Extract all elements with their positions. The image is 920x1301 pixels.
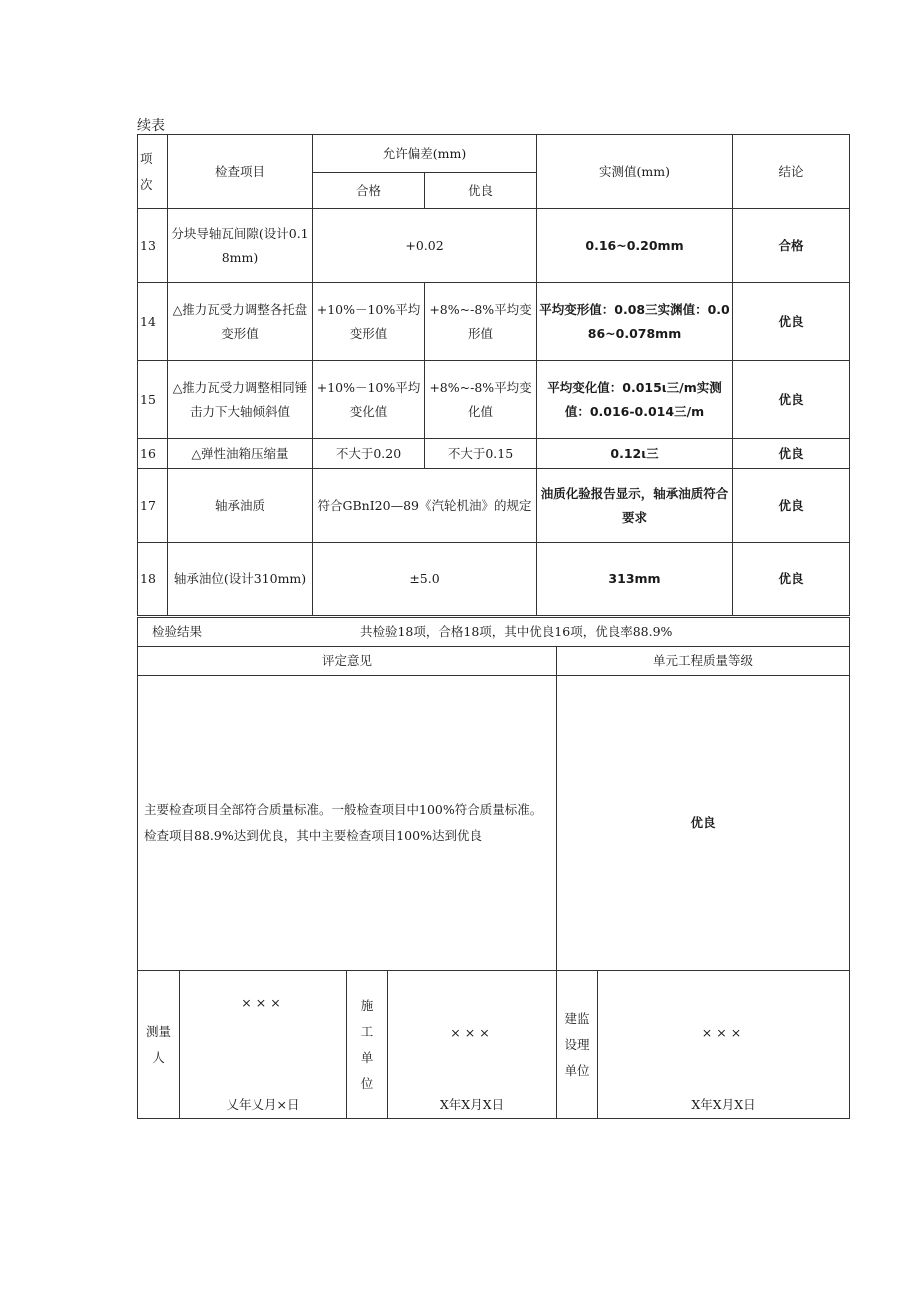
opinion-text: 主要检查项目全部符合质量标准。一般检查项目中100%符合质量标准。检查项目88.9%达到优良，其中主要检查项目100%达到优良 — [138, 676, 557, 971]
row-tolerance: +0.02 — [313, 209, 537, 283]
header-qualified: 合格 — [313, 173, 425, 209]
opinion-header: 评定意见 — [138, 647, 557, 676]
contractor-cell — [388, 971, 557, 1119]
row-conclusion: 优良 — [733, 361, 850, 439]
row-qualified: 不大于0.20 — [313, 439, 425, 469]
row-conclusion: 优良 — [733, 283, 850, 361]
quality-grade: 优良 — [557, 676, 850, 971]
table-caption: 续表 — [137, 118, 165, 134]
row-item: 轴承油位(设计310mm) — [168, 543, 313, 616]
row-conclusion: 优良 — [733, 439, 850, 469]
grade-header: 单元工程质量等级 — [557, 647, 850, 676]
row-measured: 0.16~0.20mm — [537, 209, 733, 283]
supervisor-date: X年X月X日 — [691, 1097, 756, 1112]
row-index: 17 — [138, 469, 168, 543]
row-qualified: +10%－10%平均变化值 — [313, 361, 425, 439]
supervisor-label: 建监 设理 单位 — [557, 971, 598, 1119]
row-item: △弹性油箱压缩量 — [168, 439, 313, 469]
row-index: 16 — [138, 439, 168, 469]
row-measured: 平均变形值：0.08三实渊值：0.086~0.078mm — [537, 283, 733, 361]
row-conclusion: 合格 — [733, 209, 850, 283]
header-measured: 实测值(mm) — [537, 135, 733, 209]
signature-table — [137, 970, 850, 1119]
result-label: 检验结果 — [152, 624, 203, 639]
row-index: 15 — [138, 361, 168, 439]
contractor-date: X年X月X日 — [439, 1097, 505, 1112]
row-tolerance: 符合GBnI20—89《汽轮机油》的规定 — [313, 469, 537, 543]
header-index: 项 次 — [138, 135, 168, 209]
table-row — [138, 361, 850, 439]
inspection-table — [137, 134, 850, 616]
row-item: △推力瓦受力调整相同锤击力下大轴倾斜值 — [168, 361, 313, 439]
row-item: 轴承油质 — [168, 469, 313, 543]
row-conclusion: 优良 — [733, 469, 850, 543]
row-index: 13 — [138, 209, 168, 283]
table-row — [138, 283, 850, 361]
row-measured: 油质化验报告显示，轴承油质符合要求 — [537, 469, 733, 543]
supervisor-name: ××× — [701, 1025, 746, 1040]
row-qualified: +10%－10%平均变形值 — [313, 283, 425, 361]
row-conclusion: 优良 — [733, 543, 850, 616]
header-excellent: 优良 — [425, 173, 537, 209]
table-row — [138, 543, 850, 616]
contractor-label: 施 工 单 位 — [347, 971, 388, 1119]
row-measured: 313mm — [537, 543, 733, 616]
contractor-name: ××× — [450, 1025, 494, 1040]
row-index: 14 — [138, 283, 168, 361]
table-row — [138, 469, 850, 543]
table-row — [138, 209, 850, 283]
surveyor-cell — [180, 971, 347, 1119]
header-tolerance: 允许偏差(mm) — [313, 135, 537, 173]
row-measured: 平均变化值：0.015ι三/m实测值：0.016-0.014三/m — [537, 361, 733, 439]
result-text: 共检验18项，合格18项，其中优良16项，优良率88.9% — [359, 624, 673, 639]
row-excellent: +8%~-8%平均变形值 — [425, 283, 537, 361]
surveyor-label: 测量 人 — [138, 971, 180, 1119]
row-index: 18 — [138, 543, 168, 616]
surveyor-date: 乂年乂月×日 — [226, 1097, 300, 1112]
header-item: 检查项目 — [168, 135, 313, 209]
result-row — [138, 618, 850, 647]
row-item: △推力瓦受力调整各托盘变形值 — [168, 283, 313, 361]
result-assessment-table — [137, 617, 850, 971]
row-excellent: +8%~-8%平均变化值 — [425, 361, 537, 439]
surveyor-name: ××× — [241, 995, 285, 1010]
row-measured: 0.12ι三 — [537, 439, 733, 469]
row-tolerance: ±5.0 — [313, 543, 537, 616]
row-excellent: 不大于0.15 — [425, 439, 537, 469]
row-item: 分块导轴瓦间隙(设计0.18mm) — [168, 209, 313, 283]
supervisor-cell — [598, 971, 850, 1119]
table-row — [138, 439, 850, 469]
header-conclusion: 结论 — [733, 135, 850, 209]
